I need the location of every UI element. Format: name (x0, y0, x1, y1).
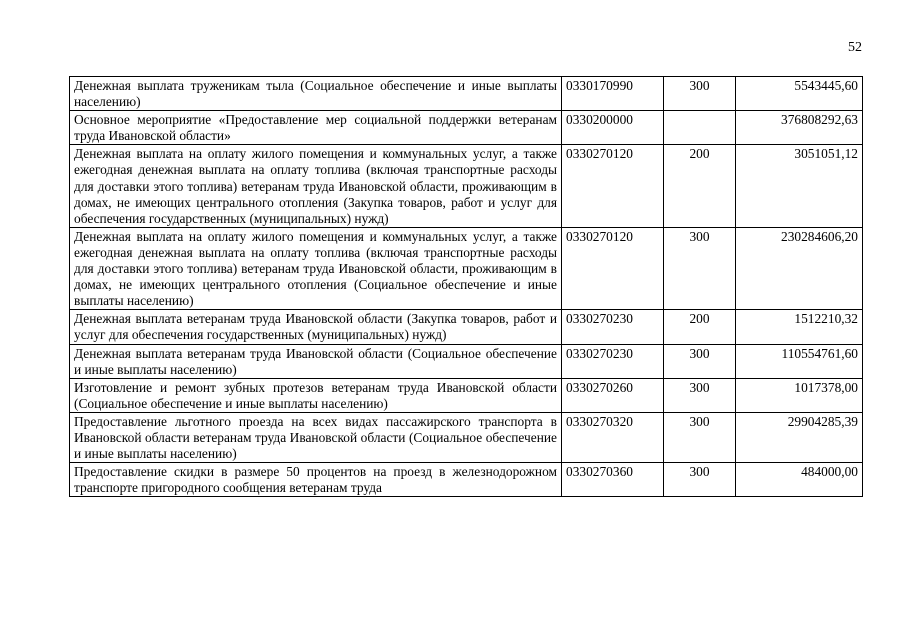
row-expense-type: 300 (664, 412, 736, 462)
row-expense-type: 300 (664, 344, 736, 378)
budget-table (69, 76, 863, 497)
row-amount: 1512210,32 (736, 310, 863, 344)
row-amount: 1017378,00 (736, 378, 863, 412)
row-amount: 230284606,20 (736, 227, 863, 309)
row-description: Денежная выплата ветеранам труда Ивановской области (Закупка товаров, работ и услуг для обеспечения государственных (муниципальных) нужд) (70, 310, 562, 344)
table-row (70, 412, 863, 462)
table-row (70, 463, 863, 497)
table-row (70, 77, 863, 111)
row-amount: 110554761,60 (736, 344, 863, 378)
row-description: Изготовление и ремонт зубных протезов ветеранам труда Ивановской области (Социальное обеспечение и иные выплаты населению) (70, 378, 562, 412)
row-expense-type: 300 (664, 463, 736, 497)
row-description: Основное мероприятие «Предоставление мер социальной поддержки ветеранам труда Ивановской области» (70, 111, 562, 145)
row-expense-type: 200 (664, 145, 736, 227)
row-description: Предоставление льготного проезда на всех видах пассажирского транспорта в Ивановской области ветеранам труда Ивановской области (Социальное обеспечение и иные выплаты населению) (70, 412, 562, 462)
row-expense-type: 300 (664, 378, 736, 412)
row-amount: 376808292,63 (736, 111, 863, 145)
row-description: Денежная выплата на оплату жилого помещения и коммунальных услуг, а также ежегодная денежная выплата на оплату топлива (включая транспортные расходы для доставки этого топлива) ветеранам труда Ивановской области, проживающим в домах, не имеющих центрального отопления (Социальное обеспечение и иные выплаты населению) (70, 227, 562, 309)
row-description: Денежная выплата на оплату жилого помещения и коммунальных услуг, а также ежегодная денежная выплата на оплату топлива (включая транспортные расходы для доставки этого топлива) ветеранам труда Ивановской области, проживающим в домах, не имеющих центрального отопления (Закупка товаров, работ и услуг для обеспечения государственных (муниципальных) нужд) (70, 145, 562, 227)
table-row (70, 344, 863, 378)
page-number: 52 (848, 40, 862, 55)
row-target-code: 0330270360 (562, 463, 664, 497)
row-expense-type (664, 111, 736, 145)
row-target-code: 0330200000 (562, 111, 664, 145)
row-amount: 5543445,60 (736, 77, 863, 111)
table-row (70, 378, 863, 412)
row-target-code: 0330170990 (562, 77, 664, 111)
table-row (70, 111, 863, 145)
row-description: Денежная выплата труженикам тыла (Социальное обеспечение и иные выплаты населению) (70, 77, 562, 111)
row-target-code: 0330270120 (562, 227, 664, 309)
row-expense-type: 300 (664, 77, 736, 111)
row-expense-type: 300 (664, 227, 736, 309)
row-description: Денежная выплата ветеранам труда Ивановской области (Социальное обеспечение и иные выплаты населению) (70, 344, 562, 378)
row-target-code: 0330270260 (562, 378, 664, 412)
row-expense-type: 200 (664, 310, 736, 344)
row-amount: 29904285,39 (736, 412, 863, 462)
table-row (70, 145, 863, 227)
row-target-code: 0330270320 (562, 412, 664, 462)
row-amount: 484000,00 (736, 463, 863, 497)
row-target-code: 0330270230 (562, 344, 664, 378)
table-row (70, 310, 863, 344)
table-row (70, 227, 863, 309)
row-target-code: 0330270230 (562, 310, 664, 344)
row-description: Предоставление скидки в размере 50 процентов на проезд в железнодорожном транспорте пригородного сообщения ветеранам труда (70, 463, 562, 497)
row-amount: 3051051,12 (736, 145, 863, 227)
row-target-code: 0330270120 (562, 145, 664, 227)
